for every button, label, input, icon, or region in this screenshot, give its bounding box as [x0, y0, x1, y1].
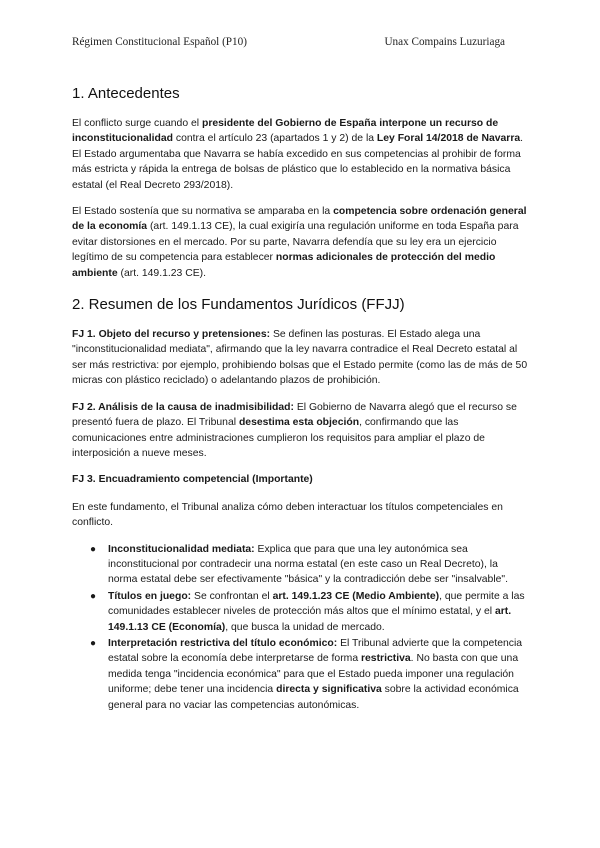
bold-run: competencia sobre ordenación general de la economía — [72, 206, 527, 233]
text-run: , confirmando que las comunicaciones entre administraciones cumplieron los requisitos para ampliar el plazo de interposición a nueve meses. — [72, 417, 485, 459]
text-run: contra el artículo 23 (apartados 1 y 2) de la — [173, 133, 377, 145]
bullet-icon: ● — [90, 590, 97, 602]
paragraph-fj1 — [72, 327, 530, 389]
paragraph-fj3-title — [72, 472, 530, 487]
paragraph-antecedentes-1 — [72, 116, 530, 193]
paragraph-fj2 — [72, 400, 530, 462]
bold-run: Títulos en juego: — [108, 590, 192, 602]
bullet-list — [72, 542, 530, 713]
bold-run: art. 149.1.13 CE (Economía) — [108, 606, 512, 633]
paragraph-antecedentes-2 — [72, 204, 530, 281]
text-run: sobre la actividad económica general para no vaciar las competencias autonómicas. — [108, 684, 519, 711]
section-heading-antecedentes: 1. Antecedentes — [72, 85, 180, 102]
text-run: Explica que para que una ley autonómica sea inconstitucional por contradecir una norma estatal (en este caso un Real Decreto), la norma estatal debe ser efectivamente "básica" y la contradicción debe ser "insalvable". — [108, 543, 508, 586]
bold-run: normas adicionales de protección del medio ambiente — [72, 252, 496, 279]
text-run: El Gobierno de Navarra alegó que el recurso se presentó fuera de plazo. El Tribunal — [72, 401, 517, 429]
bold-run: FJ 3. Encuadramiento competencial (Importante) — [72, 474, 313, 486]
text-run: El Tribunal advierte que la competencia estatal sobre la economía debe interpretarse de forma — [108, 637, 523, 665]
bold-run: Interpretación restrictiva del título económico: — [108, 637, 338, 649]
text-run: , que permite a las comunidades establecer niveles de protección más altos que el mínimo estatal, y el — [108, 590, 525, 618]
list-item-titulos-en-juego — [90, 589, 530, 635]
header-course-title: Régimen Constitucional Español (P10) — [72, 36, 247, 48]
bold-run: art. 149.1.23 CE (Medio Ambiente) — [272, 590, 440, 602]
bold-run: directa y significativa — [276, 684, 382, 696]
text-run: Se definen las posturas. El Estado alega una "inconstitucionalidad mediata", afirmando que la ley navarra contradice el Real Decreto estatal al ser más restrictiva: por ejemplo, prohibiendo bolsas que el Estado permite (como las de más de 50 micras con plástico reciclado) o adelantando plazos de prohibición. — [72, 329, 528, 387]
bold-run: FJ 1. Objeto del recurso y pretensiones: — [72, 329, 271, 341]
text-run: El conflicto surge cuando el — [72, 118, 202, 129]
text-run: . No basta con que una medida tenga "incidencia económica" para que el Estado pueda imponer una regulación uniforme; debe tener una incidencia — [108, 653, 519, 696]
bullet-icon: ● — [90, 543, 97, 555]
page-header — [72, 36, 505, 48]
bold-run: Ley Foral 14/2018 de Navarra — [376, 133, 521, 145]
bold-run: presidente del Gobierno de España interpone un recurso de inconstitucionalidad — [72, 118, 499, 145]
section-heading-ffjj: 2. Resumen de los Fundamentos Jurídicos (FFJJ) — [72, 296, 405, 314]
list-item-interpretacion-restrictiva — [90, 636, 530, 713]
bullet-icon: ● — [90, 637, 97, 649]
document-body — [72, 84, 530, 714]
bold-run: desestima esta objeción — [238, 417, 360, 429]
list-item-inconstitucionalidad-mediata — [90, 542, 530, 588]
text-run: (art. 149.1.13 CE), la cual exigiría una regulación uniforme en toda España para evitar distorsiones en el mercado. Por su parte, Navarra defendía que su ley era un ejercicio legítimo de su competencia para establecer — [72, 221, 519, 264]
text-run: , que busca la unidad de mercado. — [225, 621, 385, 633]
text-run: (art. 149.1.23 CE). — [117, 267, 206, 279]
bold-run: Inconstitucionalidad mediata: — [108, 543, 255, 555]
text-run: El Estado sostenía que su normativa se amparaba en la — [72, 206, 334, 218]
text-run: . El Estado argumentaba que Navarra se había excedido en sus competencias al prohibir de forma más estricta y rápida la entrega de bolsas de plástico que lo establecido en la normativa básica estatal (el Real Decreto 293/2018). — [72, 133, 524, 191]
bold-run: FJ 2. Análisis de la causa de inadmisibilidad: — [72, 401, 294, 413]
header-author: Unax Compains Luzuriaga — [384, 36, 505, 48]
text-run: Se confrontan el — [191, 590, 273, 602]
paragraph-fj3-intro: En este fundamento, el Tribunal analiza cómo deben interactuar los títulos competenciales en conflicto. — [72, 501, 503, 529]
bold-run: restrictiva — [360, 653, 411, 665]
